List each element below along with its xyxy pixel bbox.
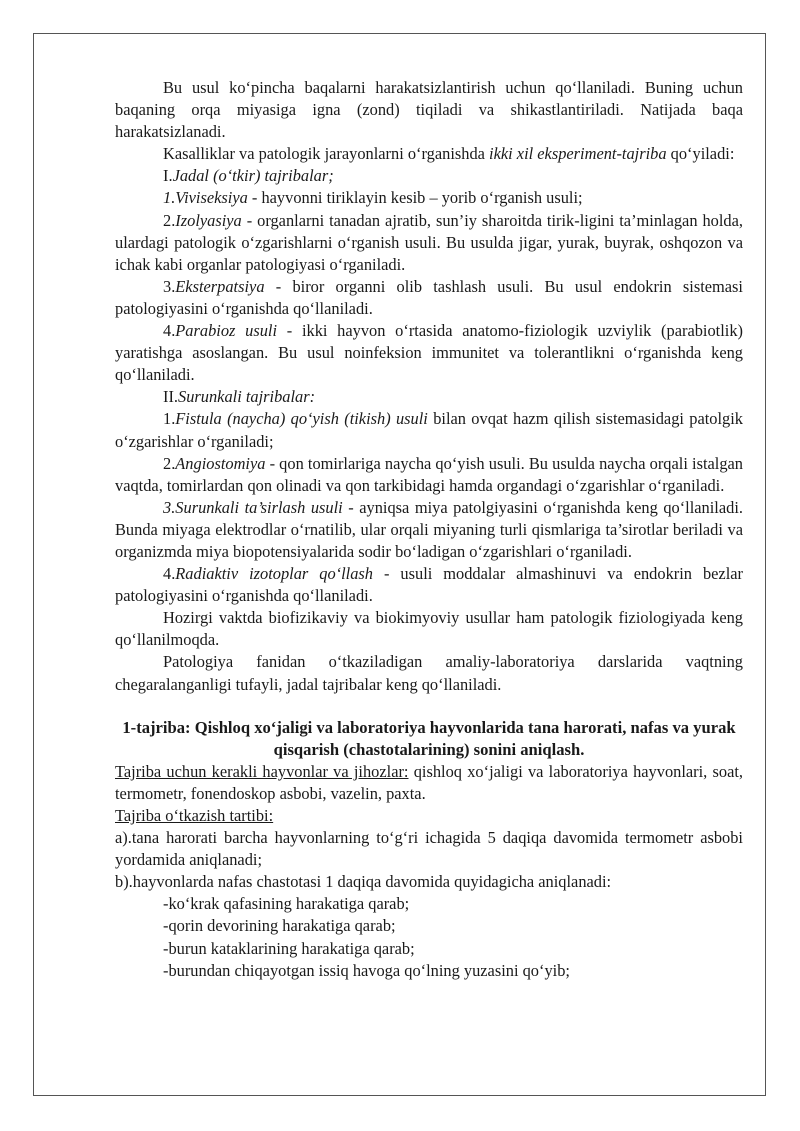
step-a: a).tana harorati barcha hayvonlarning to‘g‘ri ichagida 5 daqiqa davomida termometr asbobi yordamida aniqlanadi; (115, 828, 743, 870)
chronic-item-3: 3.Surunkali ta’sirlash usuli - ayniqsa miya patolgiyasini o‘rganishda keng qo‘llaniladi. Bunda miyaga elektrodlar o‘rnatilib, ular orqali miyaning turli qismlariga ta’sirotlar beriladi va organizmda miya biopotensiyalarida sodir bo‘ladigan o‘zgarishlari o‘rganiladi. (115, 497, 743, 561)
list-item: -ko‘krak qafasining harakatiga qarab; (163, 894, 410, 914)
chronic-item-4: 4.Radiaktiv izotoplar qo‘llash - usuli moddalar almashinuvi va endokrin bezlar patologiyasini o‘rganishda qo‘llaniladi. (115, 564, 743, 606)
requirements-label: Tajriba uchun kerakli hayvonlar va jihozlar: (115, 761, 409, 781)
intro-paragraph: Bu usul ko‘pincha baqalarni harakatsizlantirish uchun qo‘llaniladi. Buning uchun baqaning orqa miyasiga igna (zond) tiqiladi va shikastlantiriladi. Natijada baqa harakatsizlanadi. (115, 78, 743, 142)
modern-methods-paragraph: Hozirgi vaktda biofizikaviy va biokimyoviy usullar ham patologik fiziologiyada keng qo‘llanilmoqda. (115, 608, 743, 650)
procedure-label: Tajriba o‘tkazish tartibi: (115, 806, 274, 825)
acute-item-2: 2.Izolyasiya - organlarni tanadan ajratib, sun’iy sharoitda tirik-ligini ta’minlagan holda, ulardagi patologik o‘zgarishlarni o‘rganish usuli. Bu usulda jigar, yurak, buyrak, oshqozon va ichak kabi organlar patologiyasi o‘rganiladi. (115, 210, 743, 274)
experiment-1-title: 1-tajriba: Qishloq xo‘jaligi va laboratoriya hayvonlarida tana harorati, nafas va yurak qisqarish (chastotalarining) sonini aniqlash. (122, 717, 736, 759)
requirements-paragraph: Tajriba uchun kerakli hayvonlar va jihozlar: qishloq xo‘jaligi va laboratoriya hayvonlari, soat, termometr, fonendoskop asbobi, vazelin, paxta. (115, 761, 743, 803)
document-body (115, 77, 743, 982)
section-acute-heading: I.Jadal (o‘tkir) tajribalar; (163, 166, 334, 186)
experiment-types-paragraph: Kasalliklar va patologik jarayonlarni o‘rganishda ikki xil eksperiment-tajriba qo‘yiladi: (163, 144, 735, 164)
acute-item-4: 4.Parabioz usuli - ikki hayvon o‘rtasida anatomo-fiziologik uzviylik (parabiotlik) yaratishga asoslangan. Bu usul noinfeksion immunitet va tolerantlikni o‘rganishda keng qo‘llaniladi. (115, 321, 743, 385)
acute-item-1: 1.Viviseksiya - hayvonni tiriklayin kesib – yorib o‘rganish usuli; (163, 188, 583, 208)
chronic-item-2: 2.Angiostomiya - qon tomirlariga naycha qo‘yish usuli. Bu usulda naycha orqali istalgan vaqtda, tomirlardan qon olinadi va qon tarkibidagi hamda organdagi o‘zgarishlar o‘rganiladi. (115, 453, 743, 495)
step-b: b).hayvonlarda nafas chastotasi 1 daqiqa davomida quyidagicha aniqlanadi: (115, 872, 612, 892)
chronic-item-1: 1.Fistula (naycha) qo‘yish (tikish) usuli bilan ovqat hazm qilish sistemasidagi patolgik o‘zgarishlar o‘rganiladi; (115, 409, 744, 451)
lab-lessons-paragraph: Patologiya fanidan o‘tkaziladigan amaliy-laboratoriya darslarida vaqtning chegaralanganligi tufayli, jadal tajribalar keng qo‘llaniladi. (115, 652, 743, 694)
list-item: -burun kataklarining harakatiga qarab; (163, 938, 415, 958)
list-item: -qorin devorining harakatiga qarab; (163, 916, 396, 936)
acute-item-3: 3.Eksterpatsiya - biror organni olib tashlash usuli. Bu usul endokrin sistemasi patologiyasini o‘rganishda qo‘llaniladi. (115, 276, 743, 318)
section-chronic-heading: II.Surunkali tajribalar: (163, 387, 316, 407)
list-item: -burundan chiqayotgan issiq havoga qo‘lning yuzasini qo‘yib; (163, 960, 570, 980)
experiment-types-emphasis: ikki xil eksperiment-tajriba (489, 144, 667, 164)
